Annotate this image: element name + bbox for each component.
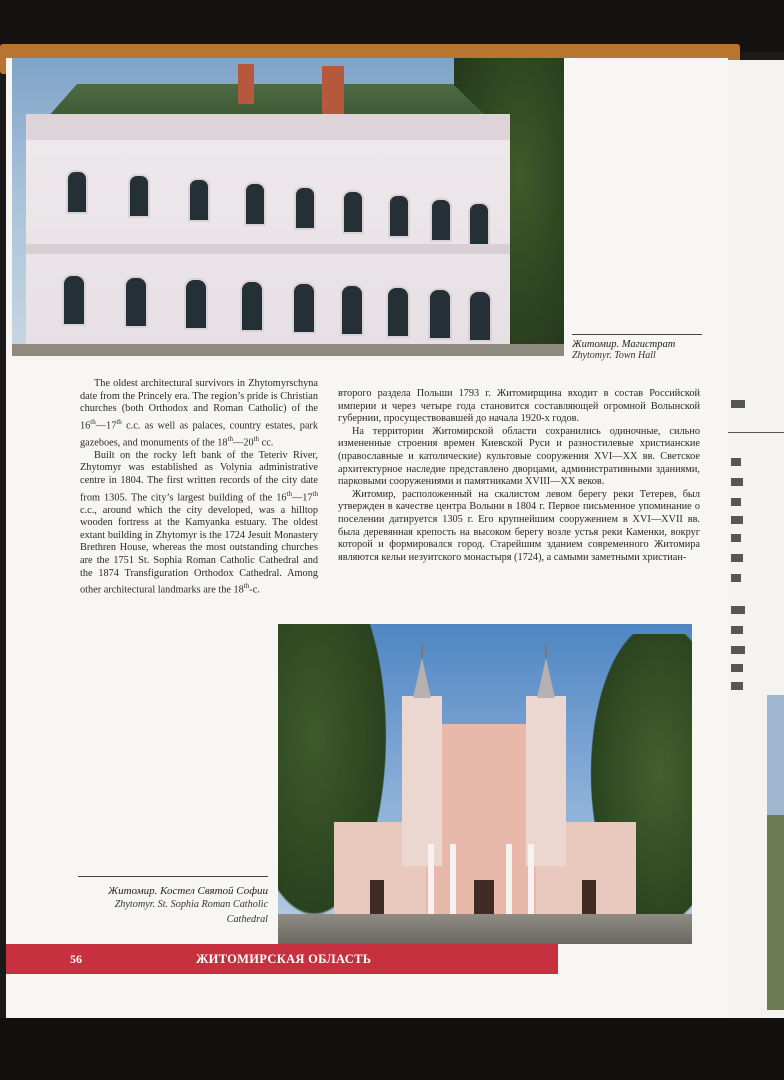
window — [244, 182, 266, 226]
cathedral-tower — [402, 696, 442, 866]
roof — [30, 84, 500, 116]
spire — [537, 658, 555, 698]
chimney — [238, 64, 254, 104]
pavement — [12, 344, 564, 356]
window — [188, 178, 210, 222]
window — [428, 288, 452, 340]
spire — [413, 658, 431, 698]
caption-en: Zhytomyr. Town Hall — [572, 350, 656, 361]
door — [370, 880, 384, 914]
cross — [545, 644, 547, 658]
caption-ru: Житомир. Костел Святой Софии — [108, 885, 268, 897]
window — [468, 202, 490, 246]
paragraph: На территории Житомирской области сохранились одиночные, сильно измененные строения времен Киевской Руси и разностилевые христианские (православные и католические) культовые сооружения XVI—XX вв. Светское архитектурное наследие представлено дворцами, административными зданиями, парковыми сооружениями и памятниками XVIII—XX веков. — [338, 425, 700, 488]
next-page-text-fragment — [731, 664, 743, 672]
next-page-text-fragment — [731, 516, 743, 524]
cornice — [26, 114, 510, 140]
caption-rule — [78, 876, 268, 877]
window — [388, 194, 410, 238]
caption-rule — [572, 334, 702, 335]
next-page-photo-sky — [767, 695, 784, 815]
book-page — [6, 58, 728, 1020]
window — [468, 290, 492, 342]
scan-background-bottom — [0, 1018, 784, 1080]
window — [386, 286, 410, 338]
next-page-text-fragment — [731, 478, 743, 486]
next-page-text-fragment — [731, 554, 743, 562]
english-text-column — [80, 378, 318, 597]
window — [128, 174, 150, 218]
town-hall-photo — [12, 58, 564, 356]
next-page-text-fragment — [731, 498, 741, 506]
window — [430, 198, 452, 242]
chimney — [322, 66, 344, 116]
square — [278, 914, 692, 944]
next-page-rule — [727, 432, 784, 433]
caption-en-line2: Cathedral — [226, 914, 268, 925]
next-page-text-fragment — [731, 606, 745, 614]
next-page-text-fragment — [731, 682, 743, 690]
next-page-text-fragment — [731, 646, 745, 654]
window — [240, 280, 264, 332]
next-page-text-fragment — [731, 534, 741, 542]
column — [528, 844, 534, 914]
cross — [421, 644, 423, 658]
footer-band — [6, 944, 558, 974]
paragraph: Built on the rocky left bank of the Teteriv River, Zhytomyr was established as Volynia administrative centre in 1804. The first written records of the city date from 1305. The city’s largest building of the 16th—17th c.c., around which the city developed, was a hilltop wooden fortress at the Kamyanka estuary. The oldest extant building in Zhytomyr is the 1724 Jesuit Monastery Brethren House, whereas the most outstanding churches are the 1751 St. Sophia Roman Catholic Cathedral and the 1874 Transfiguration Orthodox Cathedral. Among other architectural landmarks are the 18th-c. — [80, 449, 318, 596]
column — [428, 844, 434, 914]
window — [124, 276, 148, 328]
window — [292, 282, 316, 334]
paragraph: The oldest architectural survivors in Zhytomyrschyna date from the Princely era. The region’s pride is Christian churches (both Orthodox and Roman Catholic) of the 16th—17th c.c. as well as palaces, country estates, park gazeboes, and monuments of the 18th—20th cc. — [80, 378, 318, 449]
russian-text-column — [338, 388, 700, 564]
town-hall-caption — [572, 334, 702, 361]
next-page-text-fragment — [731, 458, 741, 466]
caption-en-line1: Zhytomyr. St. Sophia Roman Catholic — [114, 899, 268, 910]
window — [342, 190, 364, 234]
caption-ru: Житомир. Магистрат — [572, 339, 676, 350]
cathedral-tower — [526, 696, 566, 866]
cathedral-caption — [78, 876, 268, 927]
window — [294, 186, 316, 230]
section-title: ЖИТОМИРСКАЯ ОБЛАСТЬ — [196, 952, 372, 966]
door — [474, 880, 494, 914]
door — [582, 880, 596, 914]
window — [184, 278, 208, 330]
st-sophia-cathedral-photo — [278, 624, 692, 944]
paragraph: Житомир, расположенный на скалистом левом берегу реки Тетерев, был утвержден в качестве центра Волыни в 1804 г. Первое письменное упоминание о поселении датируется 1305 г. Его крупнейшим сооружением в XVI—XVII вв. была деревянная крепость на высоком берегу возле устья реки Каменки, вокруг которой и формировался город. Старейшим зданием современного Житомира являются кельи иезуитского монастыря (1724), а самыми заметными христиан- — [338, 488, 700, 563]
window — [62, 274, 86, 326]
next-page-text-fragment — [731, 574, 741, 582]
next-page-edge — [726, 60, 784, 1018]
paragraph: второго раздела Польши 1793 г. Житомирщина входит в состав Российской империи и через четыре года становится составляющей огромной Волынской губернии, просуществовавшей до начала 1920-х годов. — [338, 388, 700, 425]
belt-course — [26, 244, 510, 254]
window — [340, 284, 364, 336]
column — [450, 844, 456, 914]
column — [506, 844, 512, 914]
next-page-text-fragment — [731, 400, 745, 408]
page-number: 56 — [70, 952, 82, 966]
next-page-text-fragment — [731, 626, 743, 634]
window — [66, 170, 88, 214]
